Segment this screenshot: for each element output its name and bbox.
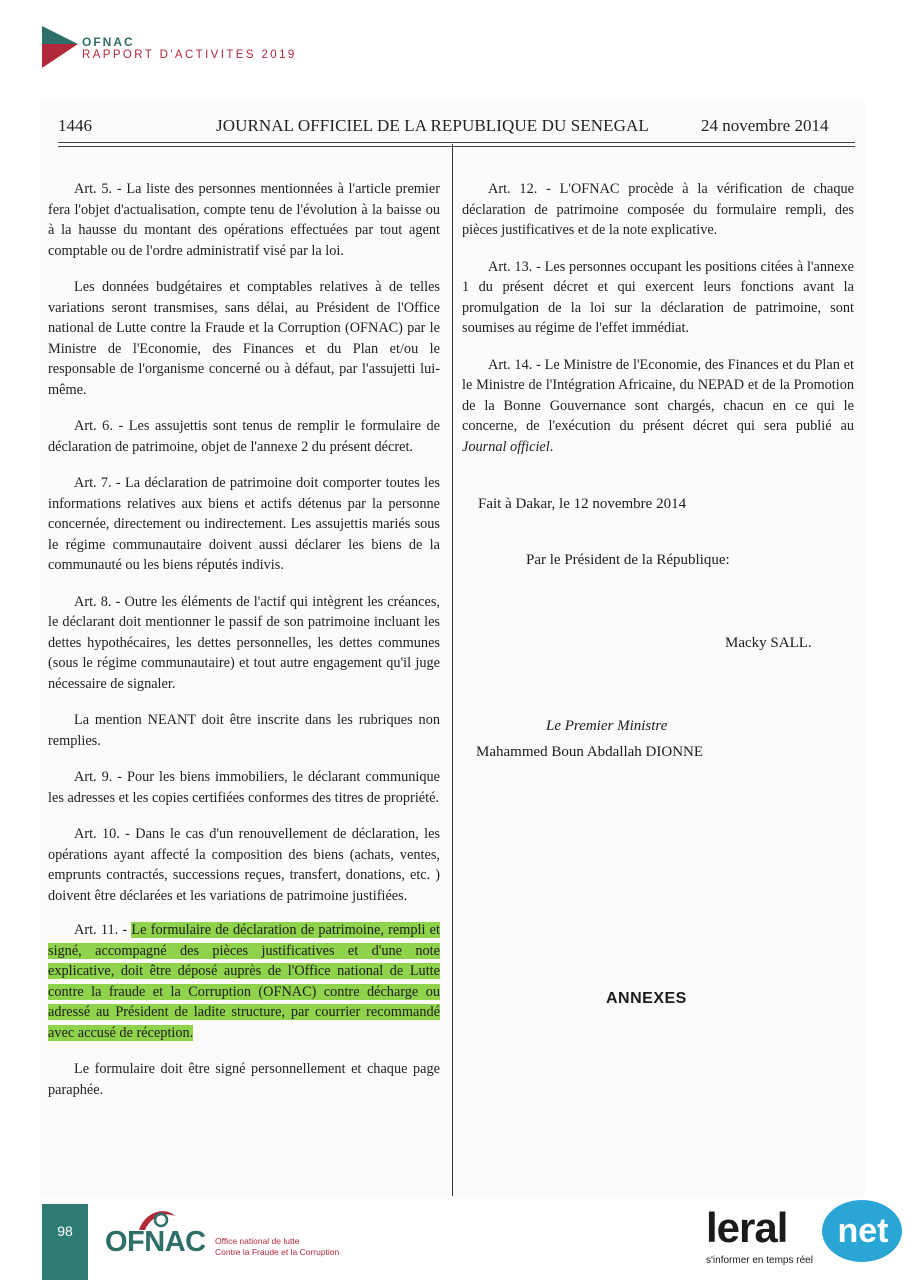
article-14-journal-italic: Journal officiel [462,438,550,455]
left-column [48,179,440,1116]
article-10: Art. 10. - Dans le cas d'un renouvellement de déclaration, les opérations ayant affecté la composition des biens (achats, ventes, emprunts contractés, successions reçues, transfert, donations, etc. ) doivent être déclarées et les variations de patrimoine justifiées. [48,826,440,904]
ofnac-wordmark: OFNAC [105,1226,206,1258]
article-7: Art. 7. - La déclaration de patrimoine doit comporter toutes les informations relatives aux biens et actifs détenus par la personne concernée, directement ou indirectement. Les assujettis mariés sous le régime communautaire doivent aussi déclarer les biens de la communauté ou les biens réputés indivis. [48,475,440,573]
journal-title: JOURNAL OFFICIEL DE LA REPUBLIQUE DU SENEGAL [216,116,649,135]
journal-date: 24 novembre 2014 [701,116,829,135]
article-8-paragraph-2: La mention NEANT doit être inscrite dans les rubriques non remplies. [48,712,440,749]
article-6: Art. 6. - Les assujettis sont tenus de remplir le formulaire de déclaration de patrimoine, objet de l'annexe 2 du présent décret. [48,418,440,455]
ofnac-footer-logo [105,1206,345,1268]
report-org: OFNAC [82,35,135,49]
article-14 [462,355,854,458]
article-11 [48,920,440,1043]
journal-page-number: 1446 [58,116,92,135]
article-11-paragraph-2: Le formulaire doit être signé personnellement et chaque page paraphée. [48,1061,440,1098]
ofnac-tagline-line-1: Office national de lutte [215,1236,300,1246]
president-signature-name: Macky SALL. [725,635,812,651]
leral-tagline: s'informer en temps réel [706,1255,813,1266]
header-rule [58,142,855,143]
right-column [462,179,854,473]
article-5: Art. 5. - La liste des personnes mentionnées à l'article premier fera l'objet d'actualisation, compte tenu de l'évolution à la baisse ou à la hausse du montant des opérations effectuées par tout agent comptable ou de l'ordre administratif visé par la loi. [48,181,440,259]
signing-place-date: Fait à Dakar, le 12 novembre 2014 [478,496,687,512]
prime-minister-title: Le Premier Ministre [546,718,668,734]
article-14-text: Art. 14. - Le Ministre de l'Economie, des Finances et du Plan et le Ministre de l'Intégration Africaine, du NEPAD et de la Promotion de la Bonne Gouvernance sont chargés, chacun en ce qui le concerne, de l'exécution du présent décret qui sera publié au [462,356,854,434]
article-14-end: . [549,438,554,455]
article-9: Art. 9. - Pour les biens immobiliers, le déclarant communique les adresses et les copies certifiées conformes des titres de propriété. [48,769,440,806]
leral-net-logo[interactable] [706,1200,902,1272]
footer-page-number-box [42,1204,88,1280]
column-divider [452,144,453,1196]
article-11-highlighted-text: Le formulaire de déclaration de patrimoine, rempli et signé, accompagné des pièces justificatives et d'une note explicative, doit être déposé auprès de l'Office national de Lutte contre la fraude et la Corruption (OFNAC) contre décharge ou adressé au Président de ladite structure, par courrier recommandé avec accusé de réception. [48,922,440,1041]
article-12: Art. 12. - L'OFNAC procède à la vérification de chaque déclaration de patrimoine composée du formulaire rempli, des pièces justificatives et de la note explicative. [462,181,854,238]
article-11-prefix: Art. 11. - [74,922,132,938]
prime-minister-name: Mahammed Boun Abdallah DIONNE [476,744,704,760]
annexes-heading: ANNEXES [606,990,687,1007]
leral-net-text: net [837,1212,889,1250]
article-8: Art. 8. - Outre les éléments de l'actif qui intègrent les créances, le déclarant doit mentionner le passif de son patrimoine incluant les dettes hypothécaires, les dettes personnelles, les dettes communes (sous le régime communautaire) et tout autre engagement qu'il juge nécessaire de signaler. [48,593,440,692]
footer-page-number: 98 [57,1223,73,1239]
leral-wordmark: leral [706,1204,788,1251]
article-5-paragraph-2: Les données budgétaires et comptables relatives à de telles variations seront transmises, sans délai, au Président de l'Office national de Lutte contre la Fraude et la Corruption (OFNAC) par le Ministre de l'Economie, des Finances et du Plan et/ou le responsable de l'organisme concerné ou à défaut, par l'assujetti lui-même. [48,279,440,398]
article-13: Art. 13. - Les personnes occupant les positions citées à l'annexe 1 du présent décret et qui exercent leurs fonctions avant la promulgation de la loi sur la déclaration de patrimoine, sont soumises au régime de l'effet immédiat. [462,258,854,336]
ofnac-tagline-line-2: Contre la Fraude et la Corruption [215,1247,340,1257]
header-rule [58,146,855,147]
report-title: RAPPORT D'ACTIVITES 2019 [82,49,297,61]
journal-page [40,100,865,1198]
ofnac-triangle-logo-icon [42,26,78,68]
report-header [42,26,442,70]
by-the-president: Par le Président de la République: [526,552,730,568]
